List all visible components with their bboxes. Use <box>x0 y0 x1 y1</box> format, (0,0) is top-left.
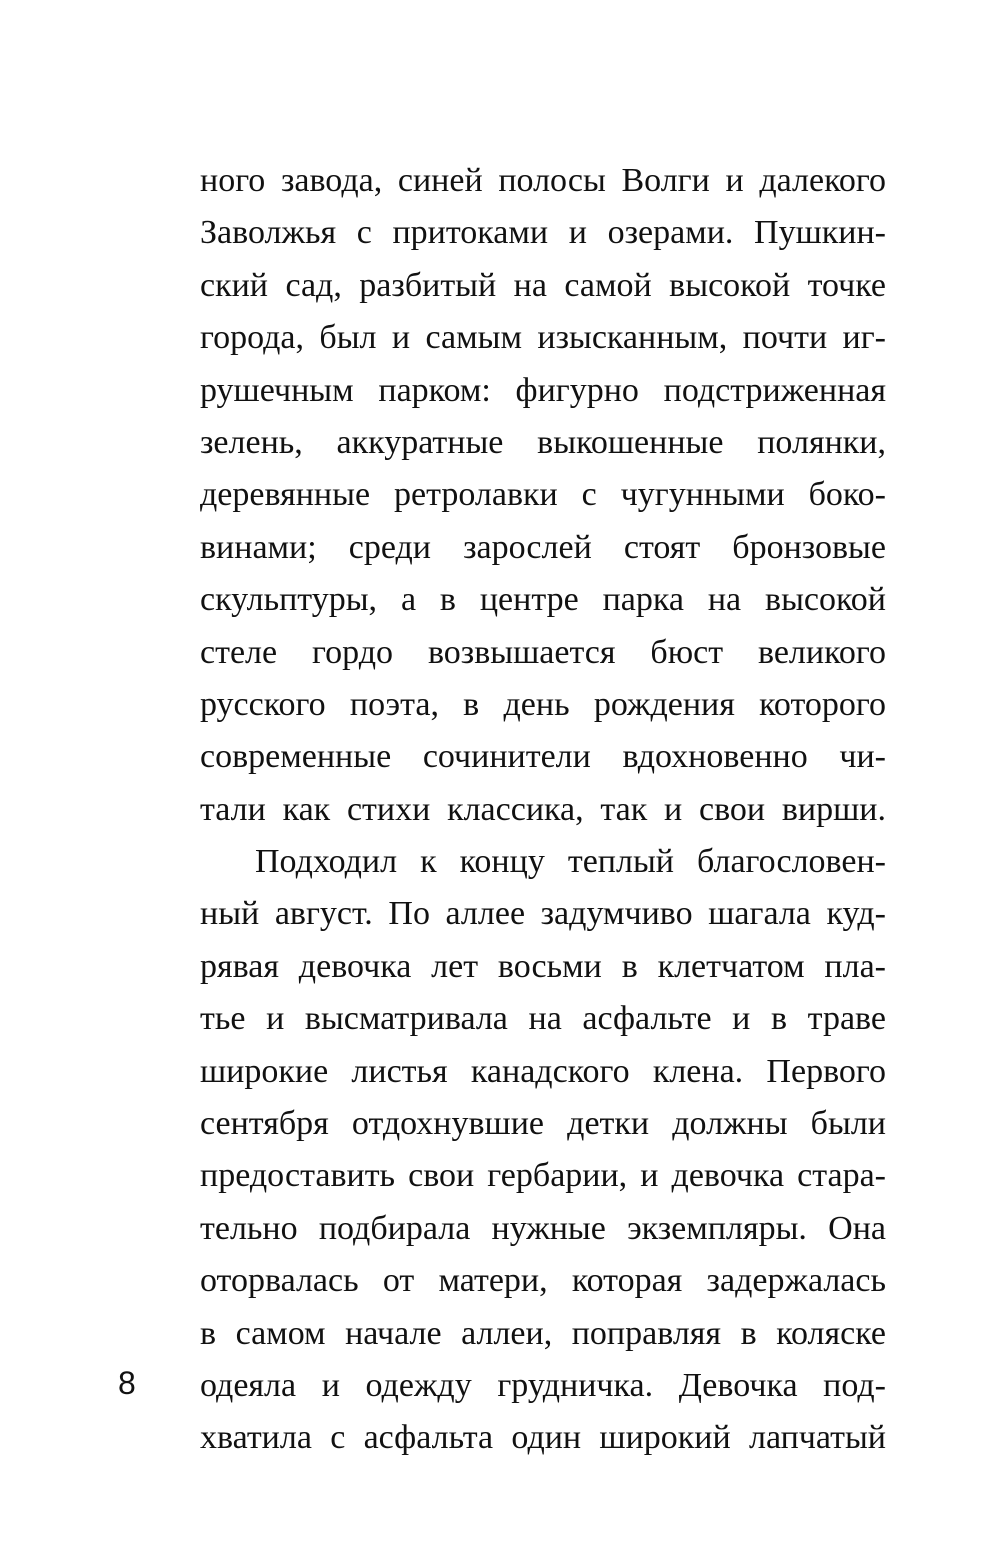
text-line: тали как стихи классика, так и свои вирши. <box>200 790 886 828</box>
page-body-text <box>200 155 886 1465</box>
text-line: предоставить свои гербарии, и девочка стара- <box>200 1157 886 1195</box>
text-line: тельно подбирала нужные экземпляры. Она <box>200 1209 886 1247</box>
text-line: русского поэта, в день рождения которого <box>200 685 886 723</box>
text-line: тье и высматривала на асфальте и в траве <box>200 1000 886 1038</box>
text-line: деревянные ретролавки с чугунными боко- <box>200 476 886 514</box>
text-line: оторвалась от матери, которая задержалась <box>200 1262 886 1300</box>
paragraph-start-line: Подходил к концу теплый благословен- <box>255 843 886 881</box>
text-line: одеяла и одежду грудничка. Девочка под- <box>200 1366 886 1404</box>
text-line: сентября отдохнувшие детки должны были <box>200 1105 886 1143</box>
page-number: 8 <box>118 1365 136 1401</box>
text-line: хватила с асфальта один широкий лапчатый <box>200 1419 886 1457</box>
text-line: зелень, аккуратные выкошенные полянки, <box>200 423 886 461</box>
text-line: рявая девочка лет восьми в клетчатом пла- <box>200 947 886 985</box>
text-line: винами; среди зарослей стоят бронзовые <box>200 528 886 566</box>
text-line: современные сочинители вдохновенно чи- <box>200 738 886 776</box>
text-line: ного завода, синей полосы Волги и далекого <box>200 162 886 199</box>
text-line: в самом начале аллеи, поправляя в коляске <box>200 1314 886 1352</box>
text-line: стеле гордо возвышается бюст великого <box>200 633 886 671</box>
text-line: города, был и самым изысканным, почти иг- <box>200 319 886 357</box>
text-line: ский сад, разбитый на самой высокой точке <box>200 266 886 304</box>
text-line: широкие листья канадского клена. Первого <box>200 1052 886 1090</box>
text-line: скульптуры, а в центре парка на высокой <box>200 581 886 619</box>
text-line: рушечным парком: фигурно подстриженная <box>200 371 886 409</box>
text-line: Заволжья с притоками и озерами. Пушкин- <box>200 214 886 252</box>
text-line: ный август. По аллее задумчиво шагала куд- <box>200 895 886 933</box>
